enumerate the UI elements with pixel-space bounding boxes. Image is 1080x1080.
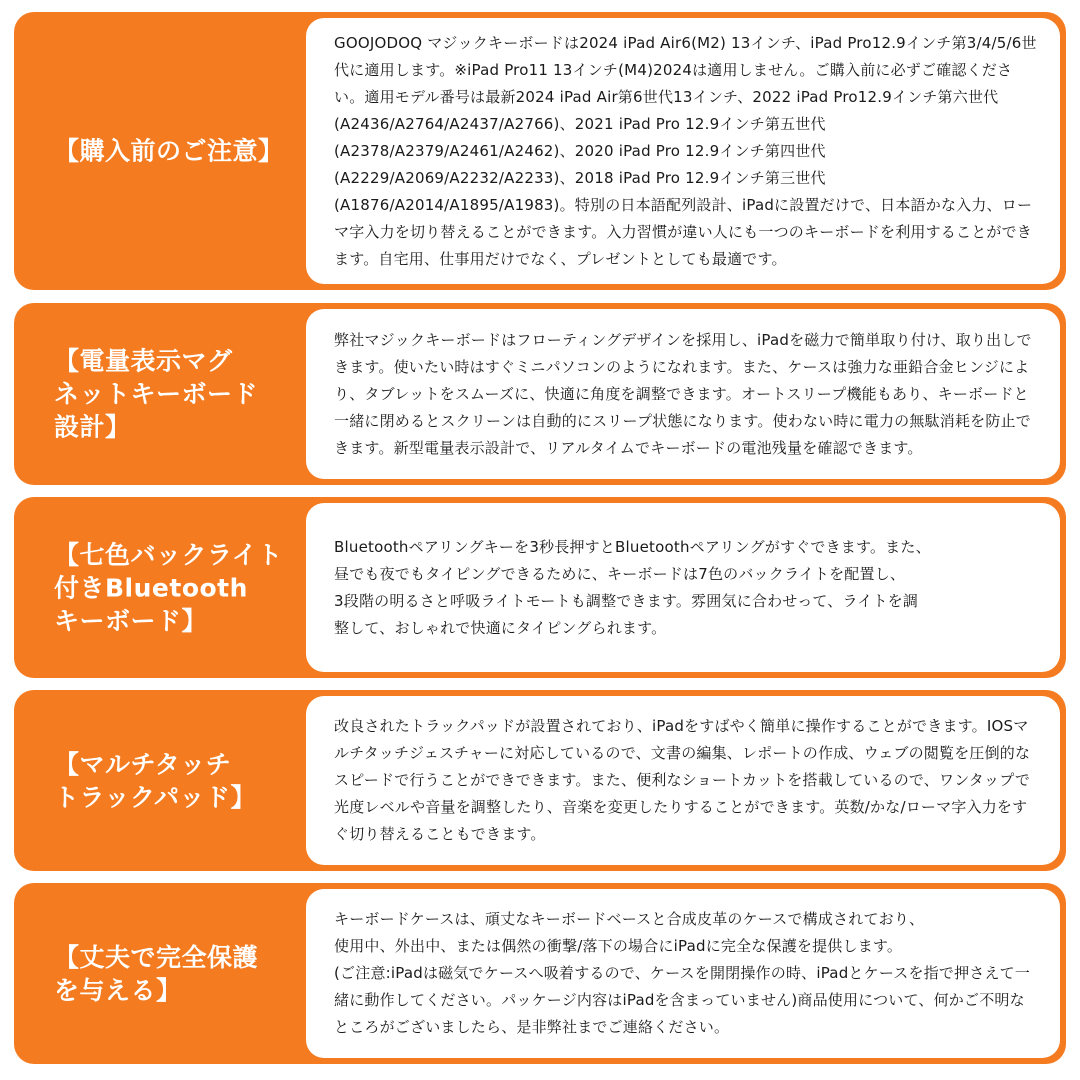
section-card-protection — [14, 883, 1066, 1064]
section-body-panel — [306, 503, 1060, 672]
section-description: 弊社マジックキーボードはフローティングデザインを採用し、iPadを磁力で簡単取り付け、取り出しできます。使いたい時はすぐミニパソコンのようになれます。また、ケースは強力な亜鉛合金ヒンジにより、タブレットをスムーズに、快適に角度を調整できます。オートスリープ機能もあり、キーボードと一緒に閉めるとスクリーンは自動的にスリープ状態になります。使わない時に電力の無駄消耗を防止できます。新型電量表示設計で、リアルタイムでキーボードの電池残量を確認できます。 — [334, 330, 1032, 457]
section-body-panel — [306, 889, 1060, 1058]
section-title: 【電量表示マグ ネットキーボード 設計】 — [54, 346, 259, 442]
section-description: Bluetoothペアリングキーを3秒長押すとBluetoothペアリングがすぐできます。また、 昼でも夜でもタイピングできるために、キーボードは7色のバックライトを配置し、 3段階の明るさと呼吸ライトモートも調整できます。雰囲気に合わせって、ライトを調 整して、おしゃれで快適にタイピングられます。 — [334, 537, 931, 637]
section-card-backlight-keyboard — [14, 497, 1066, 678]
section-title: 【丈夫で完全保護 を与える】 — [54, 942, 259, 1005]
section-title: 【マルチタッチ トラックパッド】 — [54, 749, 257, 812]
section-body-panel — [306, 18, 1060, 284]
section-title: 【七色バックライト 付きBluetooth キーボード】 — [54, 540, 283, 635]
section-description: 改良されたトラックパッドが設置されており、iPadをすばやく簡単に操作することができます。IOSマルチタッチジェスチャーに対応しているので、文書の編集、レポートの作成、ウェブの閲覧を圧倒的なスピードで行うことができできます。また、便利なショートカットを搭載しているので、ワンタップで光度レベルや音量を調整したり、音楽を変更したりすることができます。英数/かな/ローマ字入力をすぐ切り替えることもできます。 — [334, 717, 1031, 843]
section-description: キーボードケースは、頑丈なキーボードベースと合成皮革のケースで構成されており、 使用中、外出中、または偶然の衝撃/落下の場合にiPadに完全な保護を提供します。 (ご注意:iPadは磁気でケースへ吸着するので、ケースを開閉操作の時、iPadとケースを指で押さえて一緒に動作してください。パッケージ内容はiPadを含まっていません)商品使用について、何かご不明なところがございましたら、是非弊社までご連絡ください。 — [334, 910, 1031, 1036]
section-body-panel — [306, 309, 1060, 479]
section-card-precautions — [14, 12, 1066, 290]
section-card-magnetic-keyboard — [14, 303, 1066, 485]
section-card-trackpad — [14, 690, 1066, 871]
section-description: GOOJODOQ マジックキーボードは2024 iPad Air6(M2) 13インチ、iPad Pro12.9インチ第3/4/5/6世代に適用します。※iPad Pro11 13インチ(M4)2024は適用しません。ご購入前に必ずご確認ください。適用モデル番号は最新2024 iPad Air第6世代13インチ、2022 iPad Pro12.9インチ第六世代(A2436/A2764/A2437/A2766)、2021 iPad Pro 12.9インチ第五世代(A2378/A2379/A2461/A2462)、2020 iPad Pro 12.9インチ第四世代(A2229/A2069/A2232/A2233)、2018 iPad Pro 12.9インチ第三世代(A1876/A2014/A1895/A1983)。特別の日本語配列設計、iPadに設置だけで、日本語かな入力、ローマ字入力を切り替えることができます。入力習慣が違い人にも一つのキーボードを利用することができます。自宅用、仕事用だけでなく、プレゼントとしても最適です。 — [334, 33, 1037, 268]
section-body-panel — [306, 696, 1060, 865]
section-title: 【購入前のご注意】 — [54, 136, 284, 166]
